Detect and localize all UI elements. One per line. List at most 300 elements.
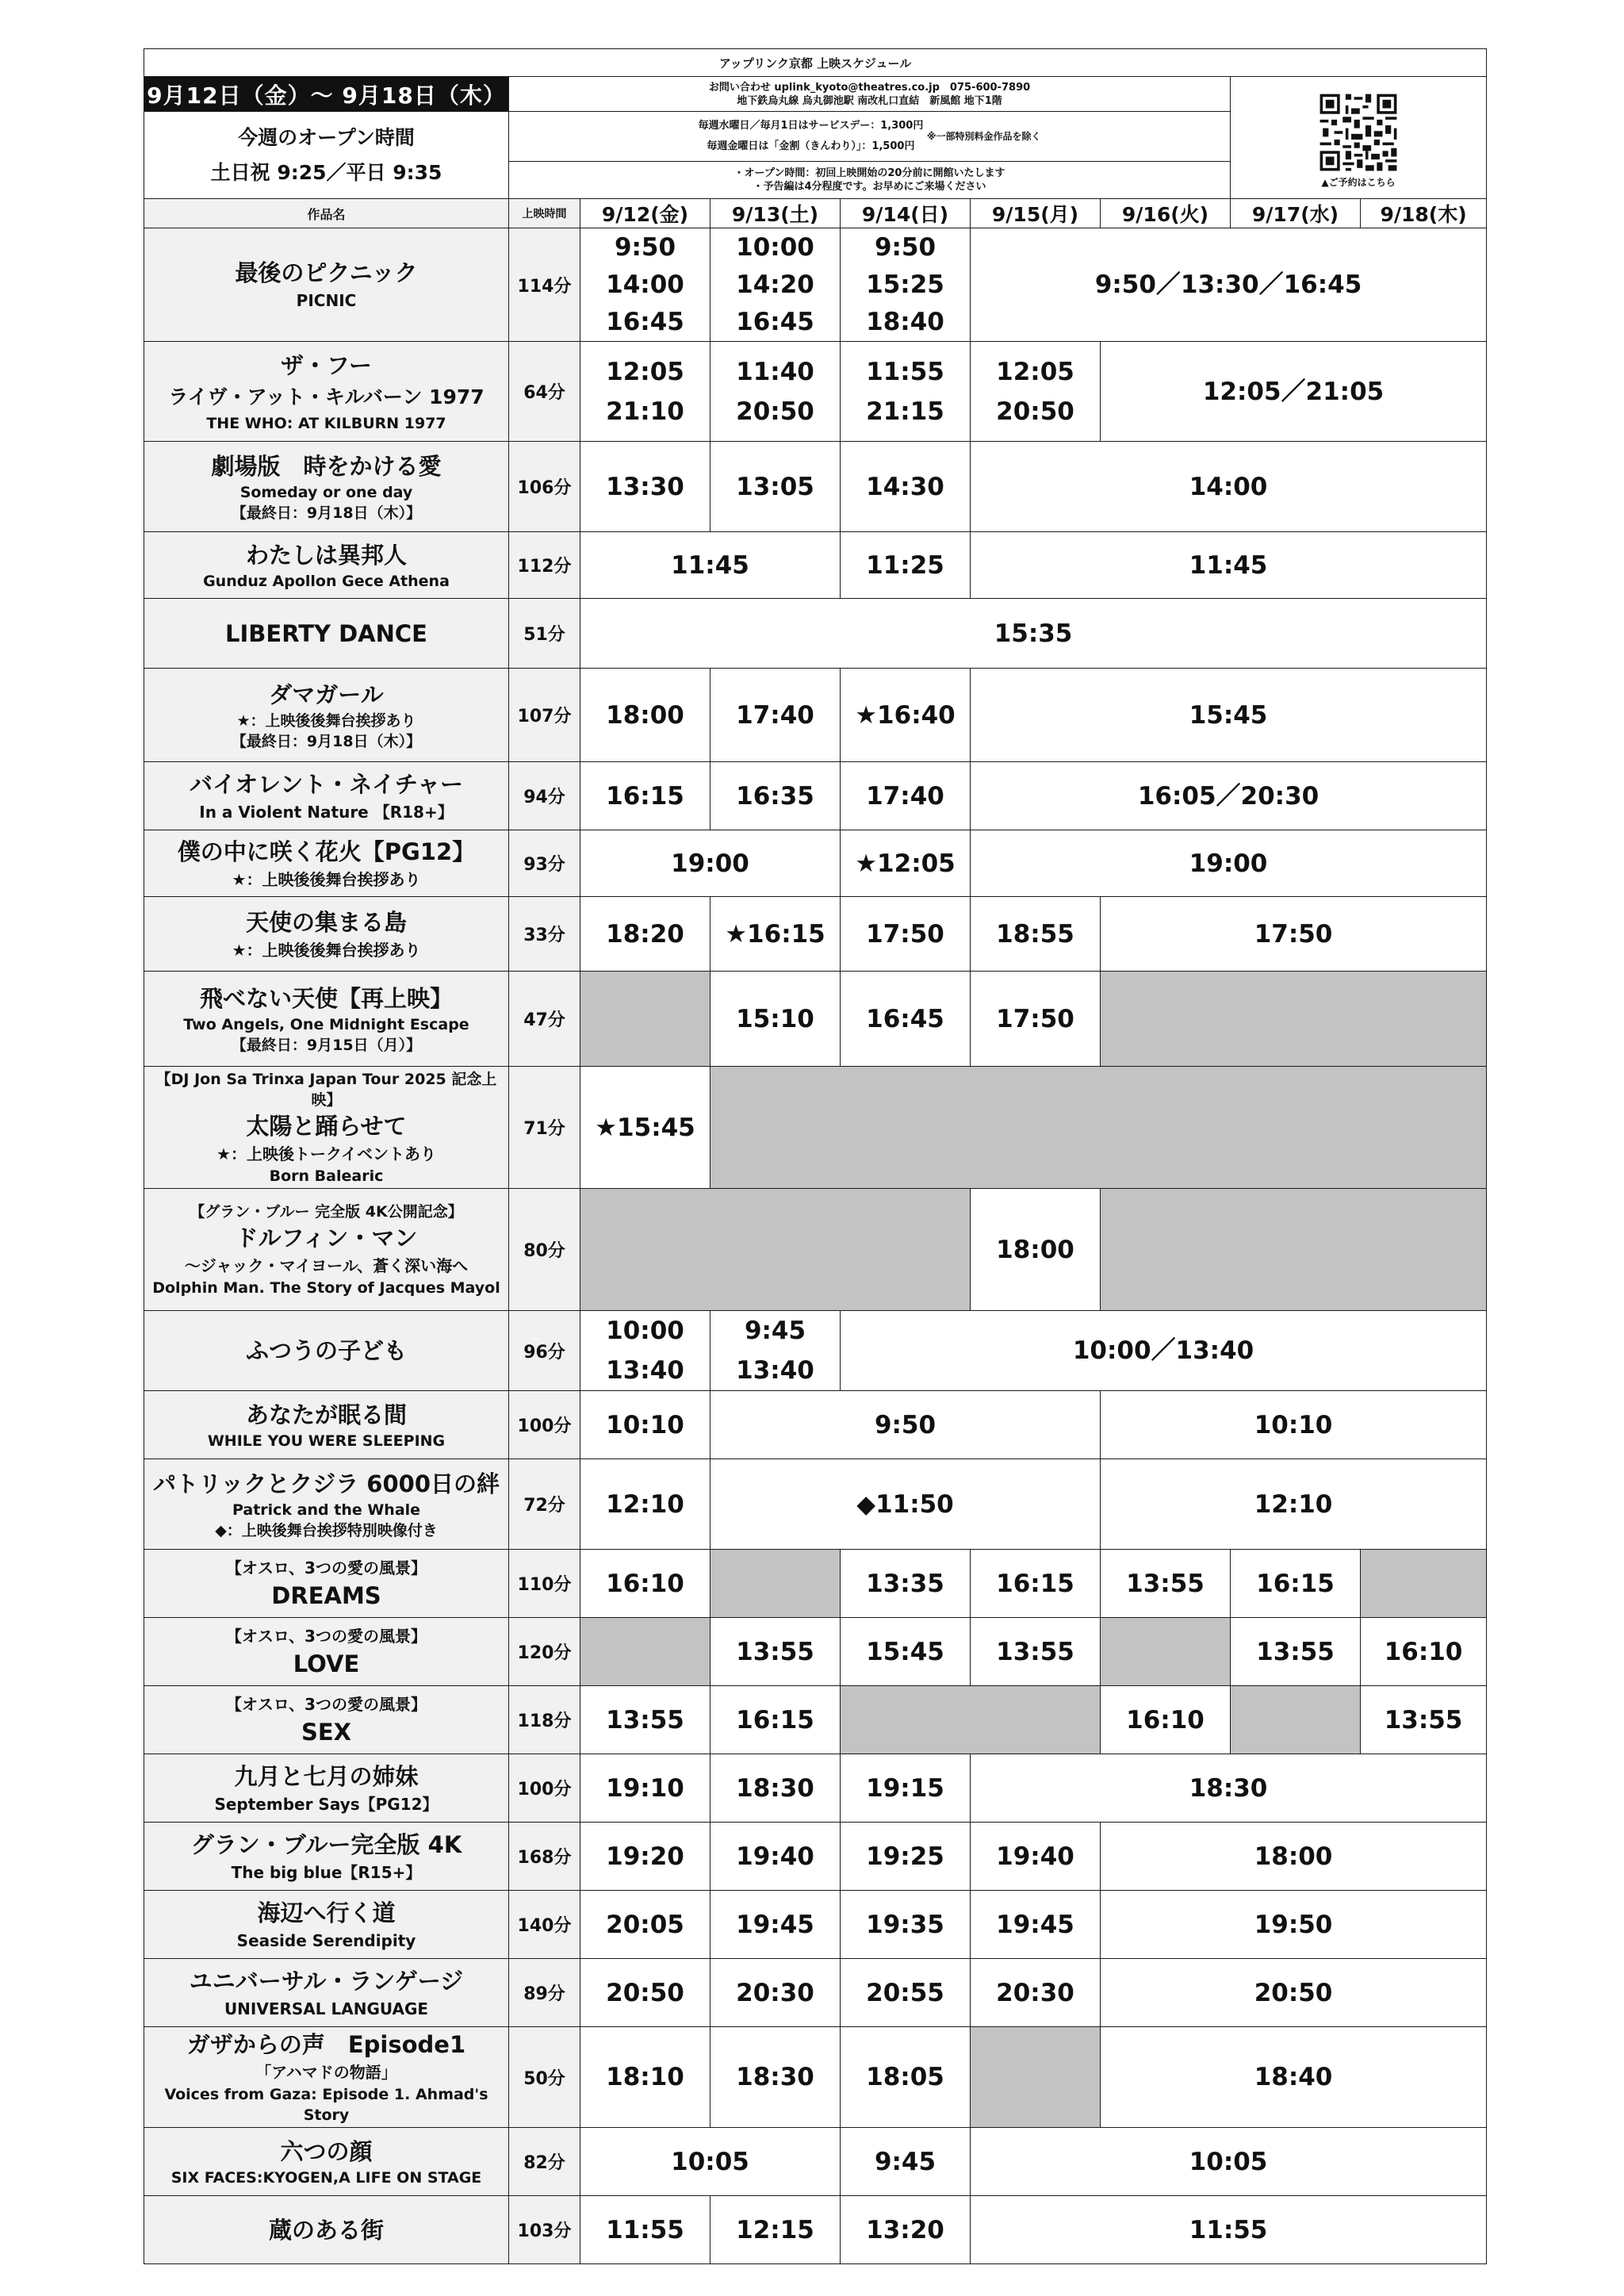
film-title-cell	[144, 228, 509, 342]
showtime: 18:30	[736, 1773, 814, 1803]
showtime-cell	[971, 532, 1487, 599]
film-title: 蔵のある街	[268, 2216, 384, 2244]
runtime: 140分	[509, 1891, 580, 1959]
showtime: 17:50	[866, 919, 944, 949]
film-row	[144, 669, 1487, 762]
film-title-line: THE WHO: AT KILBURN 1977	[206, 414, 446, 432]
runtime-column-header: 上映時間	[509, 199, 580, 228]
film-row	[144, 1891, 1487, 1959]
film-title-cell	[144, 762, 509, 830]
showtime-cell	[710, 228, 841, 342]
showtime-cell	[841, 228, 971, 342]
film-row	[144, 1754, 1487, 1823]
showtime: 13:20	[866, 2215, 944, 2244]
showtime-cell	[580, 762, 710, 830]
showtime: ★15:45	[595, 1113, 695, 1142]
no-screening-cell	[580, 1618, 710, 1686]
runtime: 96分	[509, 1311, 580, 1391]
showtime-cell	[1101, 1686, 1231, 1754]
showtime-cell	[841, 2128, 971, 2196]
showtime-cell	[971, 2196, 1487, 2264]
film-title-line: UNIVERSAL LANGUAGE	[224, 1999, 429, 2018]
showtime-cell	[580, 1959, 710, 2027]
film-title-line: Seaside Serendipity	[236, 1930, 416, 1950]
showtime-cell	[841, 669, 971, 762]
film-title: グラン・ブルー完全版 4K	[190, 1830, 462, 1858]
film-title-line: ～ジャック・マイヨール、蒼く深い海へ	[184, 1255, 469, 1275]
showtime-cell	[1101, 1823, 1487, 1891]
film-title-line: 【最終日：9月18日（木）】	[231, 732, 422, 750]
showtime-cell	[841, 1754, 971, 1823]
film-row	[144, 228, 1487, 342]
showtime: 18:30	[736, 2063, 814, 2091]
film-row	[144, 1311, 1487, 1391]
film-title-line: 【最終日：9月15日（月）】	[231, 1036, 422, 1054]
film-title-line: In a Violent Nature 【R18+】	[199, 802, 454, 822]
film-title: 最後のピクニック	[235, 259, 418, 286]
open-hours-value: 土日祝 9:25／平日 9:35	[210, 160, 442, 184]
runtime: 47分	[509, 972, 580, 1067]
notice-2: ・予告編は4分程度です。お早めにご来場ください	[753, 181, 986, 193]
showtime: 13:30	[606, 472, 684, 501]
film-title-line: ★：上映後後舞台挨拶あり	[232, 940, 421, 960]
film-title: バイオレント・ネイチャー	[190, 770, 463, 798]
showtime: 16:45	[736, 307, 814, 336]
showtime-cell	[841, 1311, 1487, 1391]
film-title-cell	[144, 1067, 509, 1189]
showtime: 16:15	[996, 1569, 1074, 1598]
showtime: 19:00	[671, 849, 749, 878]
film-row	[144, 599, 1487, 669]
film-title-line: Two Angels, One Midnight Escape	[183, 1015, 469, 1033]
showtime: 19:50	[1254, 1910, 1333, 1939]
showtime: 11:45	[1189, 550, 1268, 580]
film-title-line: Gunduz Apollon Gece Athena	[203, 572, 450, 590]
runtime: 71分	[509, 1067, 580, 1189]
showtime-cell	[971, 442, 1487, 532]
no-screening-cell	[580, 1189, 971, 1311]
showtime: ★16:15	[725, 919, 825, 949]
showtime-cell	[971, 1550, 1101, 1618]
showtime: 13:55	[736, 1637, 814, 1666]
schedule-table	[144, 48, 1487, 2264]
showtime-cell	[1101, 1391, 1487, 1459]
film-title-cell	[144, 1189, 509, 1311]
showtime-cell	[710, 2027, 841, 2128]
showtime: 18:00	[996, 1235, 1074, 1264]
film-title-line: The big blue【R15+】	[231, 1862, 422, 1882]
film-title-cell	[144, 2196, 509, 2264]
film-title: 【オスロ、3つの愛の風景】	[226, 1558, 427, 1577]
showtime: 10:05	[671, 2147, 749, 2176]
showtime: 15:45	[1189, 700, 1268, 730]
showtime-cell	[580, 1550, 710, 1618]
runtime: 80分	[509, 1189, 580, 1311]
showtime-cell	[580, 1823, 710, 1891]
showtime: 16:45	[606, 307, 684, 336]
showtime-cell	[580, 830, 841, 897]
showtime: 18:05	[866, 2063, 944, 2091]
showtime: 20:55	[866, 1978, 944, 2007]
showtime-cell	[1101, 1550, 1231, 1618]
showtime: 16:05／20:30	[1137, 781, 1320, 811]
showtime: 14:00	[606, 270, 684, 299]
film-title-line: Someday or one day	[239, 483, 413, 501]
showtime: 10:05	[1189, 2147, 1268, 2176]
film-row	[144, 2128, 1487, 2196]
film-title-cell	[144, 2128, 509, 2196]
film-title-cell	[144, 2027, 509, 2128]
showtime-cell	[580, 532, 841, 599]
showtime-cell	[841, 1550, 971, 1618]
showtime-cell	[841, 897, 971, 972]
film-title: ふつうの子ども	[245, 1337, 407, 1364]
film-title-cell	[144, 1959, 509, 2027]
film-title-line: ドルフィン・マン	[235, 1224, 418, 1251]
film-column-header: 作品名	[144, 199, 509, 228]
showtime-cell	[971, 972, 1101, 1067]
showtime: 12:10	[1254, 1489, 1333, 1519]
showtime-cell	[710, 442, 841, 532]
day-header-7: 9/18(木)	[1361, 199, 1487, 228]
film-title-cell	[144, 830, 509, 897]
runtime: 114分	[509, 228, 580, 342]
contact-line: お問い合わせ uplink_kyoto@theatres.co.jp 075-600-7890	[708, 81, 1031, 94]
showtime: 19:45	[736, 1910, 814, 1939]
film-title-line: LOVE	[293, 1650, 360, 1677]
showtime-cell	[710, 1823, 841, 1891]
showtime-cell	[841, 532, 971, 599]
showtime: 11:55	[1189, 2215, 1268, 2244]
showtime: 14:20	[736, 270, 814, 299]
showtime-cell	[1361, 1618, 1487, 1686]
showtime-cell	[580, 599, 1487, 669]
showtime-cell	[1101, 1459, 1487, 1550]
film-row	[144, 1067, 1487, 1189]
film-row	[144, 1550, 1487, 1618]
showtime-cell	[580, 342, 710, 442]
showtime-cell	[841, 830, 971, 897]
discount-2: 毎週金曜日は「金割（きんわり）」：1,500円	[707, 140, 915, 152]
film-title: 六つの顔	[280, 2137, 373, 2165]
showtime: 15:35	[994, 619, 1073, 648]
showtime-cell	[971, 1959, 1101, 2027]
showtime: 18:55	[996, 919, 1074, 949]
showtime: 14:00	[1189, 472, 1268, 501]
film-row	[144, 342, 1487, 442]
showtime: 11:40	[736, 357, 814, 386]
showtime: 19:40	[736, 1842, 814, 1871]
day-header-6: 9/17(水)	[1231, 199, 1361, 228]
film-title: 【オスロ、3つの愛の風景】	[226, 1626, 427, 1646]
showtime-cell	[1101, 897, 1487, 972]
day-header-4: 9/15(月)	[971, 199, 1101, 228]
access-line: 地下鉄烏丸線 烏丸御池駅 南改札口直結 新風館 地下1階	[737, 94, 1002, 107]
film-row	[144, 1459, 1487, 1550]
film-title: 【DJ Jon Sa Trinxa Japan Tour 2025 記念上映】	[155, 1070, 497, 1109]
runtime: 50分	[509, 2027, 580, 2128]
showtime: 13:55	[996, 1637, 1074, 1666]
film-title-cell	[144, 599, 509, 669]
showtime-cell	[971, 2128, 1487, 2196]
showtime: 16:15	[606, 781, 684, 811]
showtime-cell	[580, 1067, 710, 1189]
discount-note: ※一部特別料金作品を除く	[926, 130, 1041, 142]
showtime: 18:00	[606, 700, 684, 730]
film-title-line: WHILE YOU WERE SLEEPING	[207, 1432, 446, 1450]
film-row	[144, 972, 1487, 1067]
discount-info	[509, 112, 1231, 162]
showtime: 9:45	[874, 2147, 936, 2176]
film-title-line: Voices from Gaza: Episode 1. Ahmad's Story	[164, 2086, 488, 2124]
showtime-cell	[580, 1459, 710, 1550]
film-row	[144, 1823, 1487, 1891]
runtime: 118分	[509, 1686, 580, 1754]
showtime-cell	[580, 897, 710, 972]
showtime: 19:10	[606, 1773, 684, 1803]
showtime-cell	[710, 1686, 841, 1754]
showtime: ★12:05	[855, 849, 956, 878]
showtime: 16:35	[736, 781, 814, 811]
no-screening-cell	[1231, 1686, 1361, 1754]
showtime: 20:50	[606, 1978, 684, 2007]
showtime-cell	[841, 1823, 971, 1891]
showtime: 19:35	[866, 1910, 944, 1939]
showtime: 20:30	[996, 1978, 1074, 2007]
film-title-cell	[144, 1618, 509, 1686]
film-row	[144, 1686, 1487, 1754]
qr-caption: ▲ご予約はこちら	[1321, 177, 1396, 188]
showtime-cell	[1361, 1686, 1487, 1754]
showtime-cell	[580, 1686, 710, 1754]
showtime-cell	[841, 442, 971, 532]
showtime: 10:00／13:40	[1072, 1336, 1254, 1365]
showtime: 19:25	[866, 1842, 944, 1871]
showtime: 20:50	[736, 397, 814, 426]
showtime: 9:50	[874, 1410, 936, 1439]
film-title-cell	[144, 669, 509, 762]
showtime: 15:25	[866, 270, 944, 299]
showtime-cell	[580, 1754, 710, 1823]
showtime: ◆11:50	[856, 1489, 954, 1519]
showtime-cell	[580, 228, 710, 342]
film-title: 【オスロ、3つの愛の風景】	[226, 1694, 427, 1714]
showtime: 20:05	[606, 1910, 684, 1939]
showtime-cell	[971, 762, 1487, 830]
film-title: 飛べない天使【再上映】	[199, 984, 453, 1012]
showtime: 12:05／21:05	[1202, 377, 1385, 406]
showtime: 10:00	[606, 1317, 684, 1345]
showtime-cell	[971, 897, 1101, 972]
showtime: 14:30	[866, 472, 944, 501]
film-title-line: ◆：上映後舞台挨拶特別映像付き	[215, 1521, 438, 1539]
film-title: 九月と七月の姉妹	[234, 1762, 419, 1790]
no-screening-cell	[841, 1686, 1101, 1754]
showtime-cell	[580, 2128, 841, 2196]
showtime: 12:05	[996, 357, 1074, 386]
film-title-line: 「アハマドの物語」	[255, 2063, 397, 2082]
showtime-cell	[841, 2027, 971, 2128]
showtime: 20:50	[1254, 1978, 1333, 2007]
schedule-title: アップリンク京都 上映スケジュール	[144, 49, 1487, 77]
showtime: 13:55	[1126, 1569, 1205, 1598]
showtime: 17:50	[1254, 919, 1333, 949]
no-screening-cell	[580, 972, 710, 1067]
discount-1: 毎週水曜日／毎月1日はサービスデー：1,300円	[698, 120, 924, 132]
showtime-cell	[1101, 2027, 1487, 2128]
runtime: 100分	[509, 1754, 580, 1823]
showtime-cell	[710, 972, 841, 1067]
film-title: 【グラン・ブルー 完全版 4K公開記念】	[190, 1202, 463, 1221]
film-row	[144, 2027, 1487, 2128]
film-title-cell	[144, 1754, 509, 1823]
showtime-cell	[971, 1891, 1101, 1959]
contact-info	[509, 77, 1231, 112]
film-title-line: 【最終日：9月18日（木）】	[231, 504, 422, 522]
film-title: ユニバーサル・ランゲージ	[189, 1967, 464, 1995]
showtime: 10:00	[736, 232, 814, 262]
showtime-cell	[971, 669, 1487, 762]
film-title: 僕の中に咲く花火【PG12】	[177, 838, 476, 865]
runtime: 107分	[509, 669, 580, 762]
showtime: ★16:40	[855, 700, 956, 730]
showtime: 11:25	[866, 550, 944, 580]
film-title-cell	[144, 972, 509, 1067]
showtime: 19:45	[996, 1910, 1074, 1939]
film-title-cell	[144, 1391, 509, 1459]
showtime: 18:40	[1254, 2063, 1333, 2091]
showtime: 12:05	[606, 357, 684, 386]
showtime-cell	[710, 762, 841, 830]
showtime: 9:50	[614, 232, 676, 262]
film-title-line: Dolphin Man. The Story of Jacques Mayol	[152, 1278, 500, 1297]
showtime: 21:15	[866, 397, 944, 426]
film-title-line: ★：上映後後舞台挨拶あり	[232, 869, 421, 889]
showtime-cell	[710, 1391, 1101, 1459]
runtime: 112分	[509, 532, 580, 599]
showtime-cell	[710, 342, 841, 442]
showtime-cell	[1231, 1618, 1361, 1686]
film-row	[144, 2196, 1487, 2264]
film-row	[144, 1189, 1487, 1311]
showtime-cell	[841, 1618, 971, 1686]
showtime: 11:55	[866, 357, 944, 386]
qr-code-icon[interactable]	[1317, 91, 1400, 174]
film-title: あなたが眠る間	[245, 1401, 407, 1428]
showtime: 16:45	[866, 1004, 944, 1033]
film-row	[144, 1959, 1487, 2027]
showtime-cell	[1101, 1891, 1487, 1959]
showtime: 18:00	[1254, 1842, 1333, 1871]
film-title-line: 太陽と踊らせて	[246, 1112, 407, 1140]
showtime: 11:45	[671, 550, 749, 580]
showtime: 18:30	[1189, 1773, 1268, 1803]
showtime-cell	[710, 1754, 841, 1823]
no-screening-cell	[1101, 1189, 1487, 1311]
showtime: 15:45	[866, 1637, 944, 1666]
runtime: 51分	[509, 599, 580, 669]
film-row	[144, 762, 1487, 830]
film-title: ガザからの声 Episode1	[186, 2031, 466, 2058]
qr-box[interactable]	[1231, 77, 1487, 199]
showtime: 16:10	[606, 1569, 684, 1598]
showtime: 19:40	[996, 1842, 1074, 1871]
showtime: 19:15	[866, 1773, 944, 1803]
date-range: 9月12日（金）～ 9月18日（木）	[144, 77, 509, 112]
notice-box	[509, 162, 1231, 199]
runtime: 89分	[509, 1959, 580, 2027]
showtime-cell	[580, 2196, 710, 2264]
day-header-5: 9/16(火)	[1101, 199, 1231, 228]
film-title-cell	[144, 897, 509, 972]
no-screening-cell	[710, 1067, 1487, 1189]
runtime: 103分	[509, 2196, 580, 2264]
showtime: 9:45	[744, 1317, 806, 1345]
showtime-cell	[841, 1959, 971, 2027]
film-title-line: SEX	[301, 1718, 352, 1746]
film-title-cell	[144, 342, 509, 442]
film-title: 天使の集まる島	[245, 908, 407, 936]
showtime-cell	[580, 1391, 710, 1459]
film-title: 海辺へ行く道	[257, 1899, 396, 1926]
film-title: パトリックとクジラ 6000日の絆	[152, 1470, 500, 1497]
showtime: 19:20	[606, 1842, 684, 1871]
film-title-cell	[144, 1891, 509, 1959]
film-title-line: ★：上映後後舞台挨拶あり	[236, 711, 416, 730]
runtime: 94分	[509, 762, 580, 830]
showtime: 13:40	[736, 1356, 814, 1385]
showtime: 11:55	[606, 2215, 684, 2244]
film-row	[144, 897, 1487, 972]
showtime: 17:50	[996, 1004, 1074, 1033]
runtime: 82分	[509, 2128, 580, 2196]
no-screening-cell	[1361, 1550, 1487, 1618]
showtime-cell	[1101, 1959, 1487, 2027]
showtime-cell	[841, 972, 971, 1067]
showtime: 20:50	[996, 397, 1074, 426]
showtime-cell	[841, 2196, 971, 2264]
film-row	[144, 442, 1487, 532]
showtime: 16:10	[1384, 1637, 1463, 1666]
showtime-cell	[710, 2196, 841, 2264]
showtime: 10:10	[1254, 1410, 1333, 1439]
no-screening-cell	[971, 2027, 1101, 2128]
film-title: ダマガール	[269, 680, 384, 708]
showtime: 20:30	[736, 1978, 814, 2007]
showtime: 12:15	[736, 2215, 814, 2244]
film-title-cell	[144, 1311, 509, 1391]
showtime-cell	[971, 342, 1101, 442]
notice-1: ・オープン時間：初回上映開始の20分前に開館いたします	[733, 167, 1005, 179]
showtime-cell	[580, 1891, 710, 1959]
showtime-cell	[580, 1311, 710, 1391]
showtime-cell	[710, 1618, 841, 1686]
showtime-cell	[710, 1959, 841, 2027]
film-title: わたしは異邦人	[245, 541, 407, 569]
showtime-cell	[841, 1891, 971, 1959]
film-title: 劇場版 時をかける愛	[211, 452, 442, 480]
showtime-cell	[580, 442, 710, 532]
film-title-cell	[144, 1823, 509, 1891]
showtime-cell	[841, 762, 971, 830]
runtime: 64分	[509, 342, 580, 442]
showtime-cell	[710, 1459, 1101, 1550]
schedule-sheet	[144, 48, 1486, 2264]
runtime: 33分	[509, 897, 580, 972]
runtime: 120分	[509, 1618, 580, 1686]
showtime-cell	[710, 897, 841, 972]
showtime: 18:20	[606, 919, 684, 949]
